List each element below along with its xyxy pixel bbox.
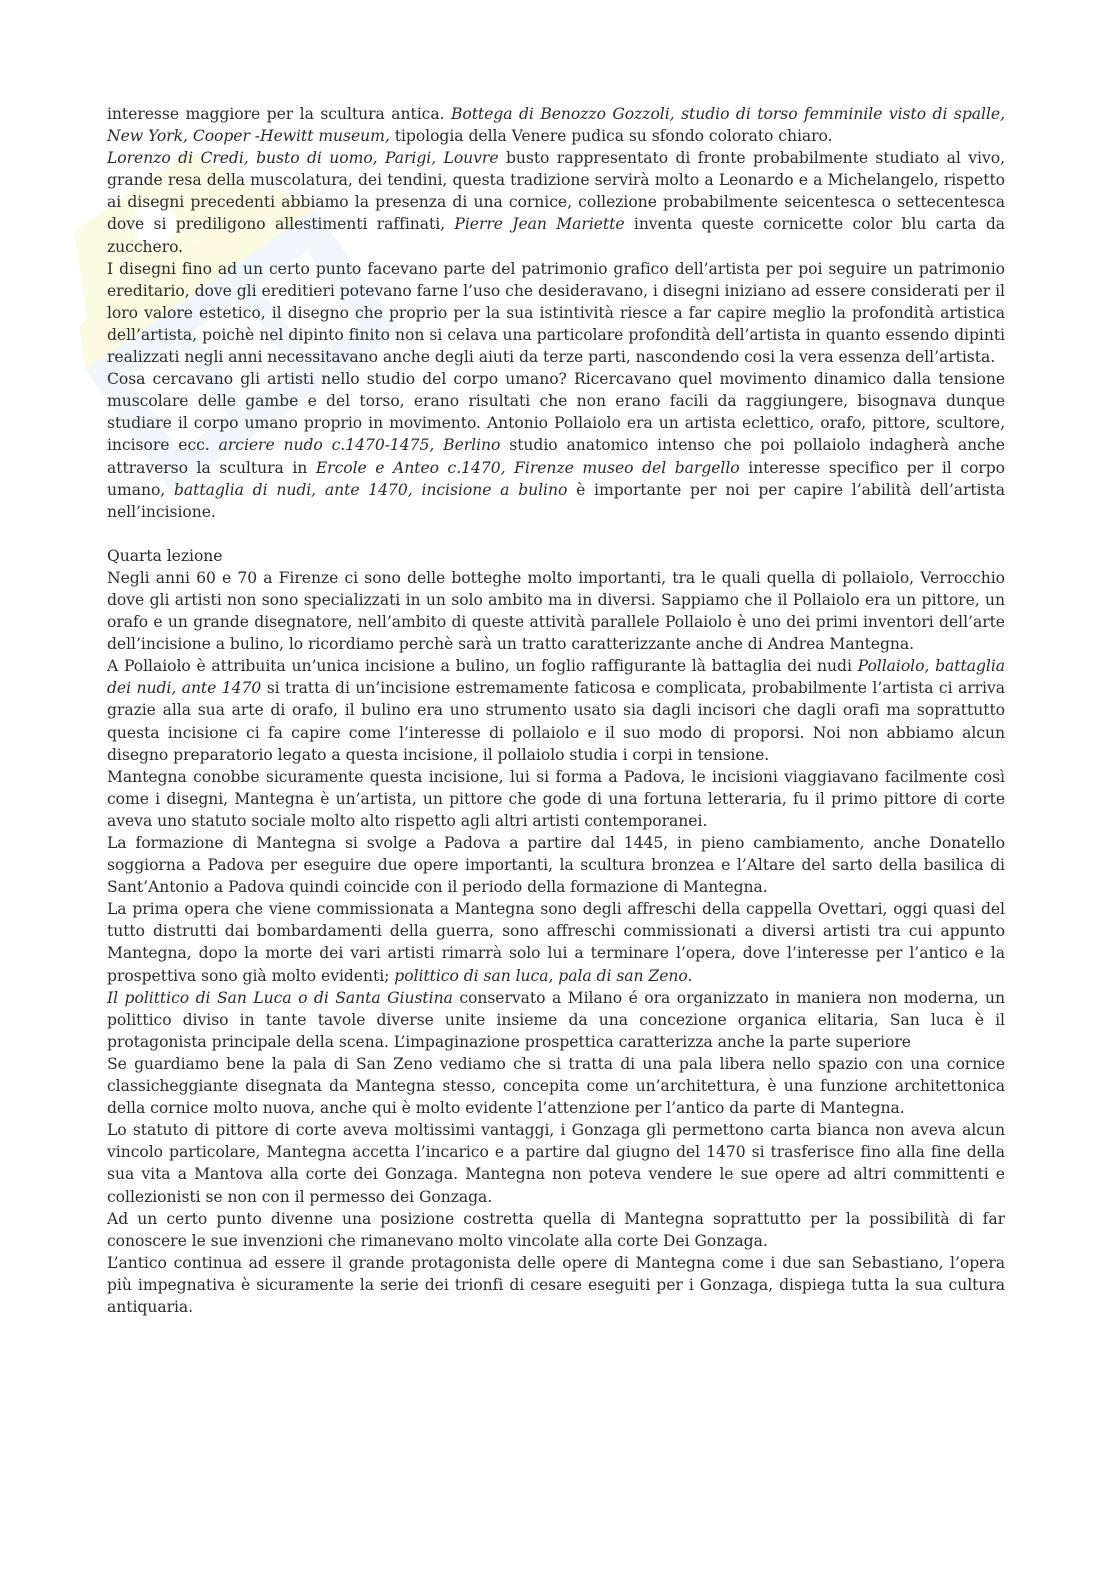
italic-reference: battaglia di nudi, ante 1470, incisione a bulino — [174, 480, 568, 499]
paragraph — [107, 567, 1005, 655]
text-run: Quarta lezione — [107, 546, 223, 565]
text-run: interesse maggiore per la scultura antica. — [107, 105, 451, 123]
text-run: La formazione di Mantegna si svolge a Padova a partire dal 1445, in pieno cambiamento, anche Donatello soggiorna a Padova per eseguire due opere importanti, la scultura bronzea e l’Altare del sarto della basilica di Sant’Antonio a Padova quindi coincide con il periodo della formazione di Mantegna. — [107, 834, 1005, 897]
section-heading — [107, 545, 1005, 567]
text-run: La prima opera che viene commissionata a Mantegna sono degli affreschi della cappella Ovettari, oggi quasi del tutto distrutti dai bombardamenti della guerra, sono affreschi commissionati a diversi artisti tra cui appunto Mantegna, dopo la morte dei vari artisti rimarrà solo lui a terminare l’opera, dove l’interesse per l’antico e la prospettiva sono già molto evidenti; — [107, 900, 1005, 985]
paragraph — [107, 1208, 1005, 1252]
text-run: interesse specifico per il corpo umano, — [107, 458, 1005, 499]
text-run: conservato a Milano é ora organizzato in maniera non moderna, un polittico diviso in tante tavole diverse unite insieme da una concezione organica elitaria, San luca è il protagonista principale della scena. L’impaginazione prospettica caratterizza anche la parte superiore — [107, 988, 1005, 1051]
text-run: Ad un certo punto divenne una posizione costretta quella di Mantegna soprattutto per la possibilità di far conoscere le sue invenzioni che rimanevano molto vincolate alla corte Dei Gonzaga. — [107, 1209, 1005, 1250]
text-run: L’antico continua ad essere il grande protagonista delle opere di Mantegna come i due san Sebastiano, l’opera più impegnativa è sicuramente la serie dei trionfi di cesare eseguiti per i Gonzaga, dispiega tutta la sua cultura antiquaria. — [107, 1253, 1005, 1316]
paragraph — [107, 1252, 1005, 1318]
paragraph — [107, 103, 1005, 147]
paragraph — [107, 1053, 1005, 1119]
text-run: Negli anni 60 e 70 a Firenze ci sono delle botteghe molto importanti, tra le quali quella di pollaiolo, Verrocchio dove gli artisti non sono specializzati in un solo ambito ma in diversi. Sappiamo che il Pollaiolo era un pittore, un orafo e un grande disegnatore, nell’ambito di queste attività parallele Pollaiolo è uno dei primi inventori dell’arte dell’incisione a bulino, lo ricordiamo perchè sarà un tratto caratterizzante anche di Andrea Mantegna. — [107, 568, 1005, 654]
paragraph — [107, 766, 1005, 832]
text-run: studio anatomico intenso che poi pollaiolo indagherà anche attraverso la scultura in — [107, 436, 1005, 477]
document-body — [107, 103, 1005, 1318]
blank-line — [107, 523, 1005, 545]
paragraph — [107, 898, 1005, 986]
text-run: Se guardiamo bene la pala di San Zeno vediamo che si tratta di una pala libera nello spazio con una cornice classicheggiante disegnata da Mantegna stesso, concepita come un’architettura, è una funzione architettonica della cornice molto nuova, anche qui è molto evidente l’attenzione per l’antico da parte di Mantegna. — [107, 1054, 1005, 1118]
italic-reference: Ercole e Anteo c.1470, Firenze museo del bargello — [315, 458, 740, 477]
paragraph — [107, 258, 1005, 368]
text-run: si tratta di un’incisione estremamente faticosa e complicata, probabilmente l’artista ci arriva grazie alla sua arte di orafo, il bulino era uno strumento usato sia dagli incisori che dagli orafi ma soprattutto questa incisione ci fa capire come l’interesse di pollaiolo e il suo modo di proporsi. Noi non abbiamo alcun disegno preparatorio legato a questa incisione, il pollaiolo studia i corpi in tensione. — [107, 679, 1005, 764]
italic-reference: Pierre Jean Mariette — [454, 215, 625, 234]
italic-reference: Lorenzo di Credi, busto di uomo, Parigi, Louvre — [107, 149, 499, 168]
text-run: Cosa cercavano gli artisti nello studio del corpo umano? Ricercavano quel movimento dinamico dalla tensione muscolare delle gambe e del torso, erano risultati che non erano facili da raggiungere, bisognava dunque studiare il corpo umano proprio in movimento. Antonio Pollaiolo era un artista eclettico, orafo, pittore, scultore, incisore ecc. — [107, 370, 1005, 455]
paragraph — [107, 147, 1005, 257]
paragraph — [107, 655, 1005, 765]
text-run: A Pollaiolo è attribuita un’unica incisione a bulino, un foglio raffigurante là battaglia dei nudi — [107, 657, 858, 676]
paragraph — [107, 368, 1005, 523]
italic-reference: arciere nudo c.1470-1475, Berlino — [218, 436, 501, 455]
italic-reference: Il polittico di San Luca o di Santa Giustina — [107, 988, 453, 1007]
text-run: Lo statuto di pittore di corte aveva moltissimi vantaggi, i Gonzaga gli permettono carta bianca non aveva alcun vincolo particolare, Mantegna accetta l’incarico e a partire dal giugno del 1470 si trasferisce fino alla fine della sua vita a Mantova alla corte dei Gonzaga. Mantegna non poteva vendere le sue opere ad altri committenti e collezionisti se non con il permesso dei Gonzaga. — [107, 1121, 1005, 1206]
text-run: inventa queste cornicette color blu carta da zucchero. — [107, 215, 1006, 256]
italic-reference: Bottega di Benozzo Gozzoli, studio di torso femminile visto di spalle, New York, Cooper -Hewitt museum, — [107, 105, 1005, 146]
text-run: busto rappresentato di fronte probabilmente studiato al vivo, grande resa della muscolatura, dei tendini, questa tradizione servirà molto a Leonardo e a Michelangelo, rispetto ai disegni precedenti abbiamo la presenza di una cornice, collezione probabilmente seicentesca o settecentesca dove si prediligono allestimenti raffinati, — [107, 149, 1005, 234]
paragraph — [107, 832, 1005, 898]
text-run: I disegni fino ad un certo punto facevano parte del patrimonio grafico dell’artista per poi seguire un patrimonio ereditario, dove gli ereditieri potevano farne l’uso che desideravano, i disegni iniziano ad essere considerati per il loro valore estetico, il disegno che proprio per la sua istintività riesce a far capire meglio la profondità artistica dell’artista, poichè nel dipinto finito non si celava una particolare profondità dell’artista in quanto essendo dipinti realizzati negli anni necessitavano anche degli aiuti da terze parti, nascondendo cosi la vera essenza dell’artista. — [107, 259, 1005, 367]
italic-reference: polittico di san luca, pala di san Zeno. — [394, 966, 693, 985]
text-run: Mantegna conobbe sicuramente questa incisione, lui si forma a Padova, le incisioni viaggiavano facilmente così come i disegni, Mantegna è un’artista, un pittore che gode di una fortuna letteraria, fu il primo pittore di corte aveva uno statuto sociale molto alto rispetto agli altri artisti contemporanei. — [107, 767, 1005, 830]
text-run: tipologia della Venere pudica su sfondo colorato chiaro. — [389, 127, 833, 146]
italic-reference: Pollaiolo, battaglia dei nudi, ante 1470 — [107, 657, 1006, 698]
paragraph — [107, 987, 1005, 1053]
text-run: è importante per noi per capire l’abilità dell’artista nell’incisione. — [107, 480, 1005, 521]
paragraph — [107, 1119, 1005, 1207]
